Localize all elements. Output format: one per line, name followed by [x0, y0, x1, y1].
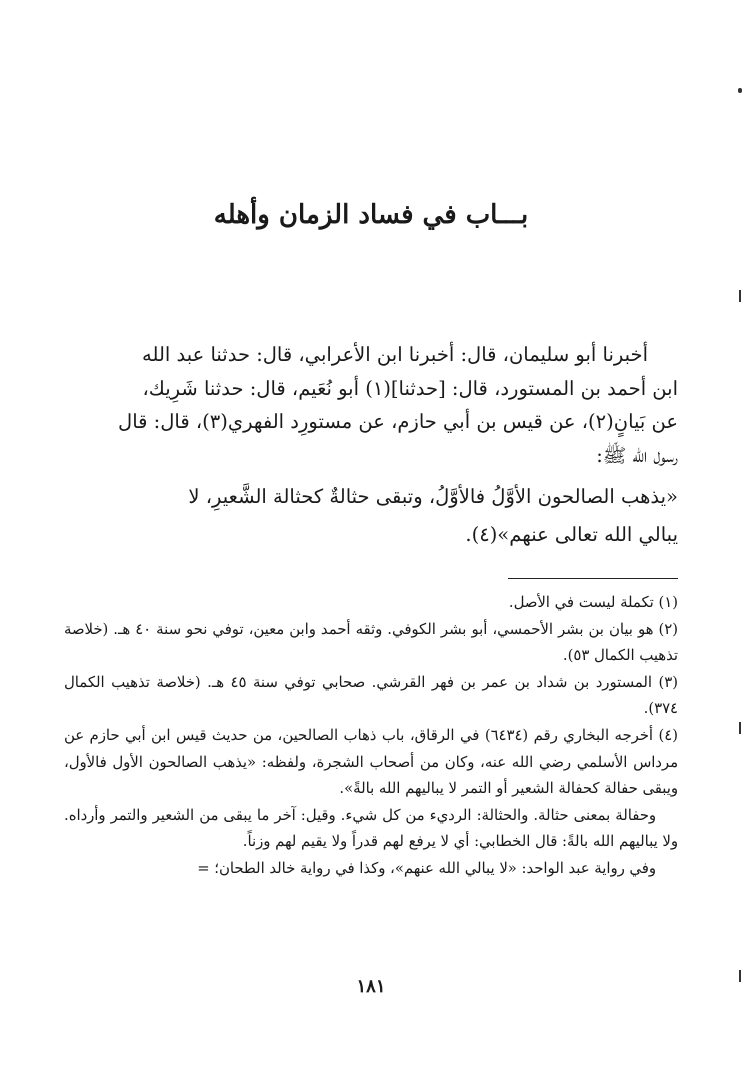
footnote-4-note-1: وحفالة بمعنى حثالة. والحثالة: الرديء من كل شيء. وقيل: آخر ما يبقى من الشعير والتمر وأرداه. ولا يباليهم الله بالةً: قال الخطابي: أي لا يرفع لهم قدراً ولا يقيم لهم وزناً.	[64, 806, 678, 851]
isnad-line-3: عن بَيانٍ(٢)، عن قيس بن أبي حازم، عن مستورِد الفهري(٣)، قال: قال	[118, 410, 678, 433]
scan-edge-tick-2	[739, 722, 741, 734]
hadith-line-1: «يذهب الصالحون الأوَّلُ فالأوَّلُ، وتبقى حثالةٌ كحثالة الشَّعيرِ، لا	[188, 485, 678, 508]
isnad-line-1: أخبرنا أبو سليمان، قال: أخبرنا ابن الأعرابي، قال: حدثنا عبد الله	[142, 343, 648, 366]
main-text	[64, 338, 678, 554]
isnad-line-2: ابن أحمد بن المستورد، قال: [حدثنا](١) أبو نُعَيم، قال: حدثنا شَرِيك،	[142, 376, 678, 400]
footnote-4-note-2: وفي رواية عبد الواحد: «لا يبالي الله عنهم»، وكذا في رواية خالد الطحان؛ =	[197, 859, 656, 877]
chapter-title: بـــاب في فساد الزمان وأهله	[213, 200, 529, 230]
footnote-4: (٤) أخرجه البخاري رقم (٦٤٣٤) في الرقاق، باب ذهاب الصالحين، من حديث قيس ابن أبي حازم عن مرداس الأسلمي رضي الله عنه، وكان من أصحاب الشجرة، ولفظه: «يذهب الصالحون الأول فالأول، ويبقى حفالة كحفالة الشعير أو التمر لا يباليهم الله بالةً».	[64, 726, 678, 798]
footnote-1: (١) تكملة ليست في الأصل.	[508, 594, 678, 611]
page-number: ١٨١	[356, 976, 386, 997]
footnotes	[64, 590, 678, 883]
hadith-line-2: يبالي الله تعالى عنهم»(٤).	[465, 523, 678, 546]
footnote-2: (٢) هو بيان بن بشر الأحمسي، أبو بشر الكوفي. وثقه أحمد وابن معين، توفي نحو سنة ٤٠ هـ. (خلاصة تذهيب الكمال ٥٣).	[64, 620, 678, 665]
scan-edge-dot	[738, 88, 742, 93]
scan-edge-tick-3	[739, 970, 741, 982]
footnote-3: (٣) المستورد بن شداد بن عمر بن فهر القرشي. صحابي توفي سنة ٤٥ هـ. (خلاصة تذهيب الكمال ٣٧٤).	[64, 673, 678, 718]
footnote-separator	[508, 578, 678, 579]
scan-edge-tick-1	[739, 290, 741, 302]
isnad-line-4: رسول الله ﷺ:	[596, 443, 678, 467]
